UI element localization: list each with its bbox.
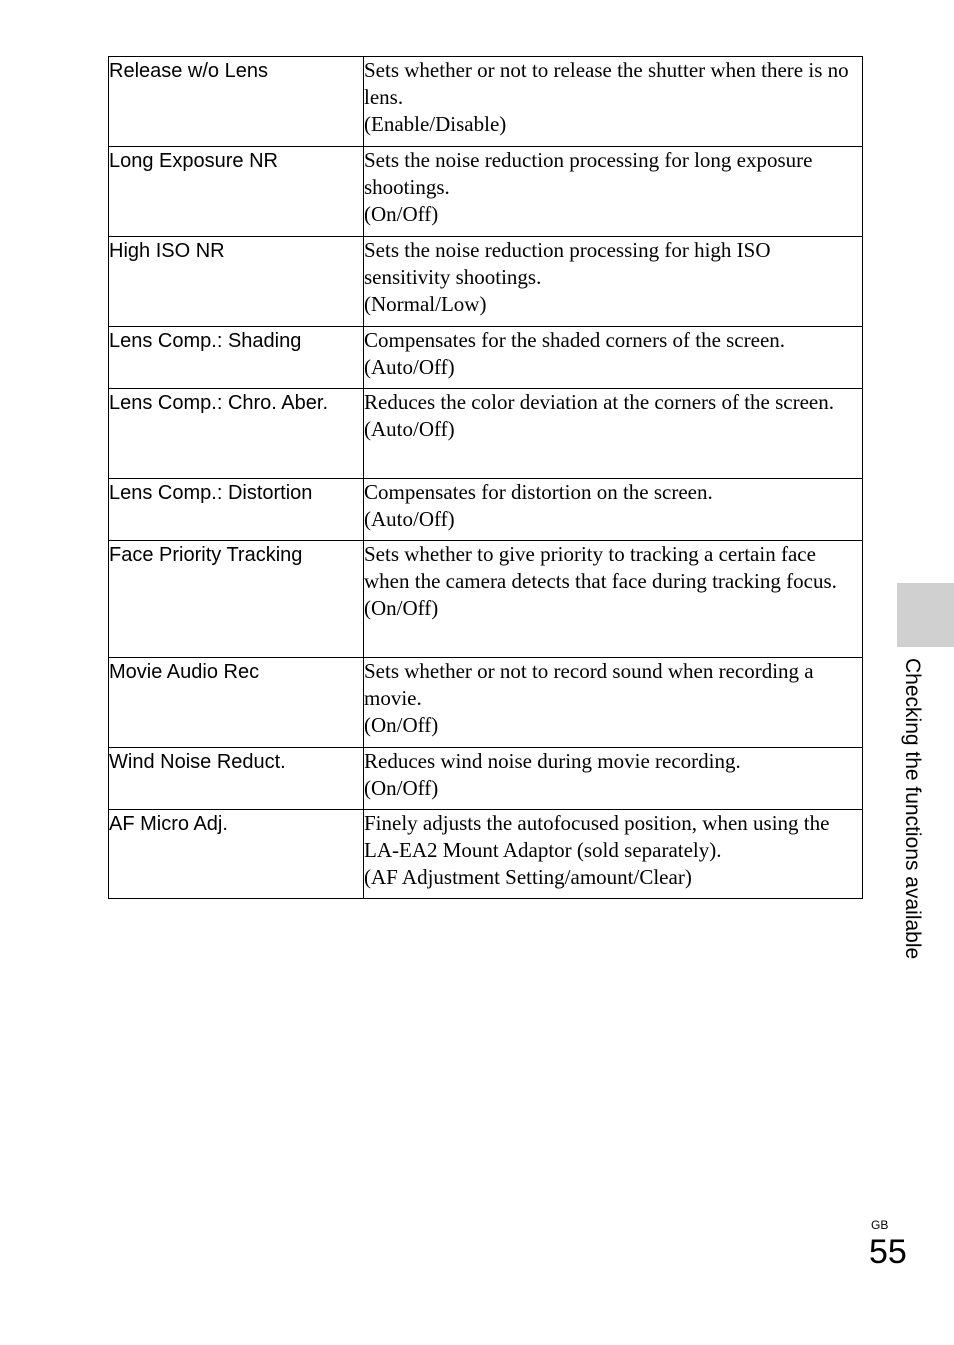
table-row <box>109 57 863 147</box>
options-text: (On/Off) <box>364 596 439 620</box>
setting-name: Lens Comp.: Shading <box>109 327 364 389</box>
setting-description <box>364 748 863 810</box>
table-row <box>109 748 863 810</box>
description-text: Reduces wind noise during movie recording. <box>364 749 741 773</box>
setting-name: Lens Comp.: Distortion <box>109 479 364 541</box>
setting-name: Release w/o Lens <box>109 57 364 147</box>
description-text: Sets the noise reduction processing for high ISO sensitivity shootings. <box>364 238 771 289</box>
description-text: Sets whether or not to release the shutter when there is no lens. <box>364 58 849 109</box>
description-text: Sets the noise reduction processing for long exposure shootings. <box>364 148 813 199</box>
description-text: Finely adjusts the autofocused position, when using the LA-EA2 Mount Adaptor (sold separately). <box>364 811 830 862</box>
options-text: (Normal/Low) <box>364 292 487 316</box>
page-number: 55 <box>869 1233 907 1271</box>
description-text: Reduces the color deviation at the corners of the screen. <box>364 390 834 414</box>
setting-name: AF Micro Adj. <box>109 810 364 899</box>
table-row <box>109 327 863 389</box>
setting-name: Lens Comp.: Chro. Aber. <box>109 389 364 479</box>
table-row <box>109 389 863 479</box>
setting-description <box>364 147 863 237</box>
options-text: (On/Off) <box>364 202 439 226</box>
options-text: (On/Off) <box>364 776 439 800</box>
setting-description <box>364 237 863 327</box>
section-tab-label: Checking the functions available <box>901 658 924 960</box>
section-tab-marker <box>897 583 954 647</box>
setting-description <box>364 541 863 658</box>
description-text: Compensates for distortion on the screen. <box>364 480 713 504</box>
language-code: GB <box>871 1218 889 1232</box>
setting-description <box>364 327 863 389</box>
setting-name: High ISO NR <box>109 237 364 327</box>
setting-name: Long Exposure NR <box>109 147 364 237</box>
table-row <box>109 541 863 658</box>
setting-description <box>364 57 863 147</box>
description-text: Compensates for the shaded corners of the screen. <box>364 328 786 352</box>
setting-name: Face Priority Tracking <box>109 541 364 658</box>
description-text: Sets whether or not to record sound when recording a movie. <box>364 659 814 710</box>
setting-description <box>364 658 863 748</box>
description-text: Sets whether to give priority to tracking a certain face when the camera detects that face during tracking focus. <box>364 542 837 593</box>
settings-table <box>108 56 863 899</box>
setting-description <box>364 810 863 899</box>
options-text: (Auto/Off) <box>364 417 455 441</box>
settings-table-body <box>109 57 863 899</box>
options-text: (On/Off) <box>364 713 439 737</box>
table-row <box>109 237 863 327</box>
setting-name: Wind Noise Reduct. <box>109 748 364 810</box>
options-text: (Enable/Disable) <box>364 112 507 136</box>
table-row <box>109 479 863 541</box>
setting-name: Movie Audio Rec <box>109 658 364 748</box>
options-text: (Auto/Off) <box>364 355 455 379</box>
options-text: (Auto/Off) <box>364 507 455 531</box>
setting-description <box>364 479 863 541</box>
setting-description <box>364 389 863 479</box>
table-row <box>109 658 863 748</box>
options-text: (AF Adjustment Setting/amount/Clear) <box>364 865 692 889</box>
table-row <box>109 810 863 899</box>
table-row <box>109 147 863 237</box>
